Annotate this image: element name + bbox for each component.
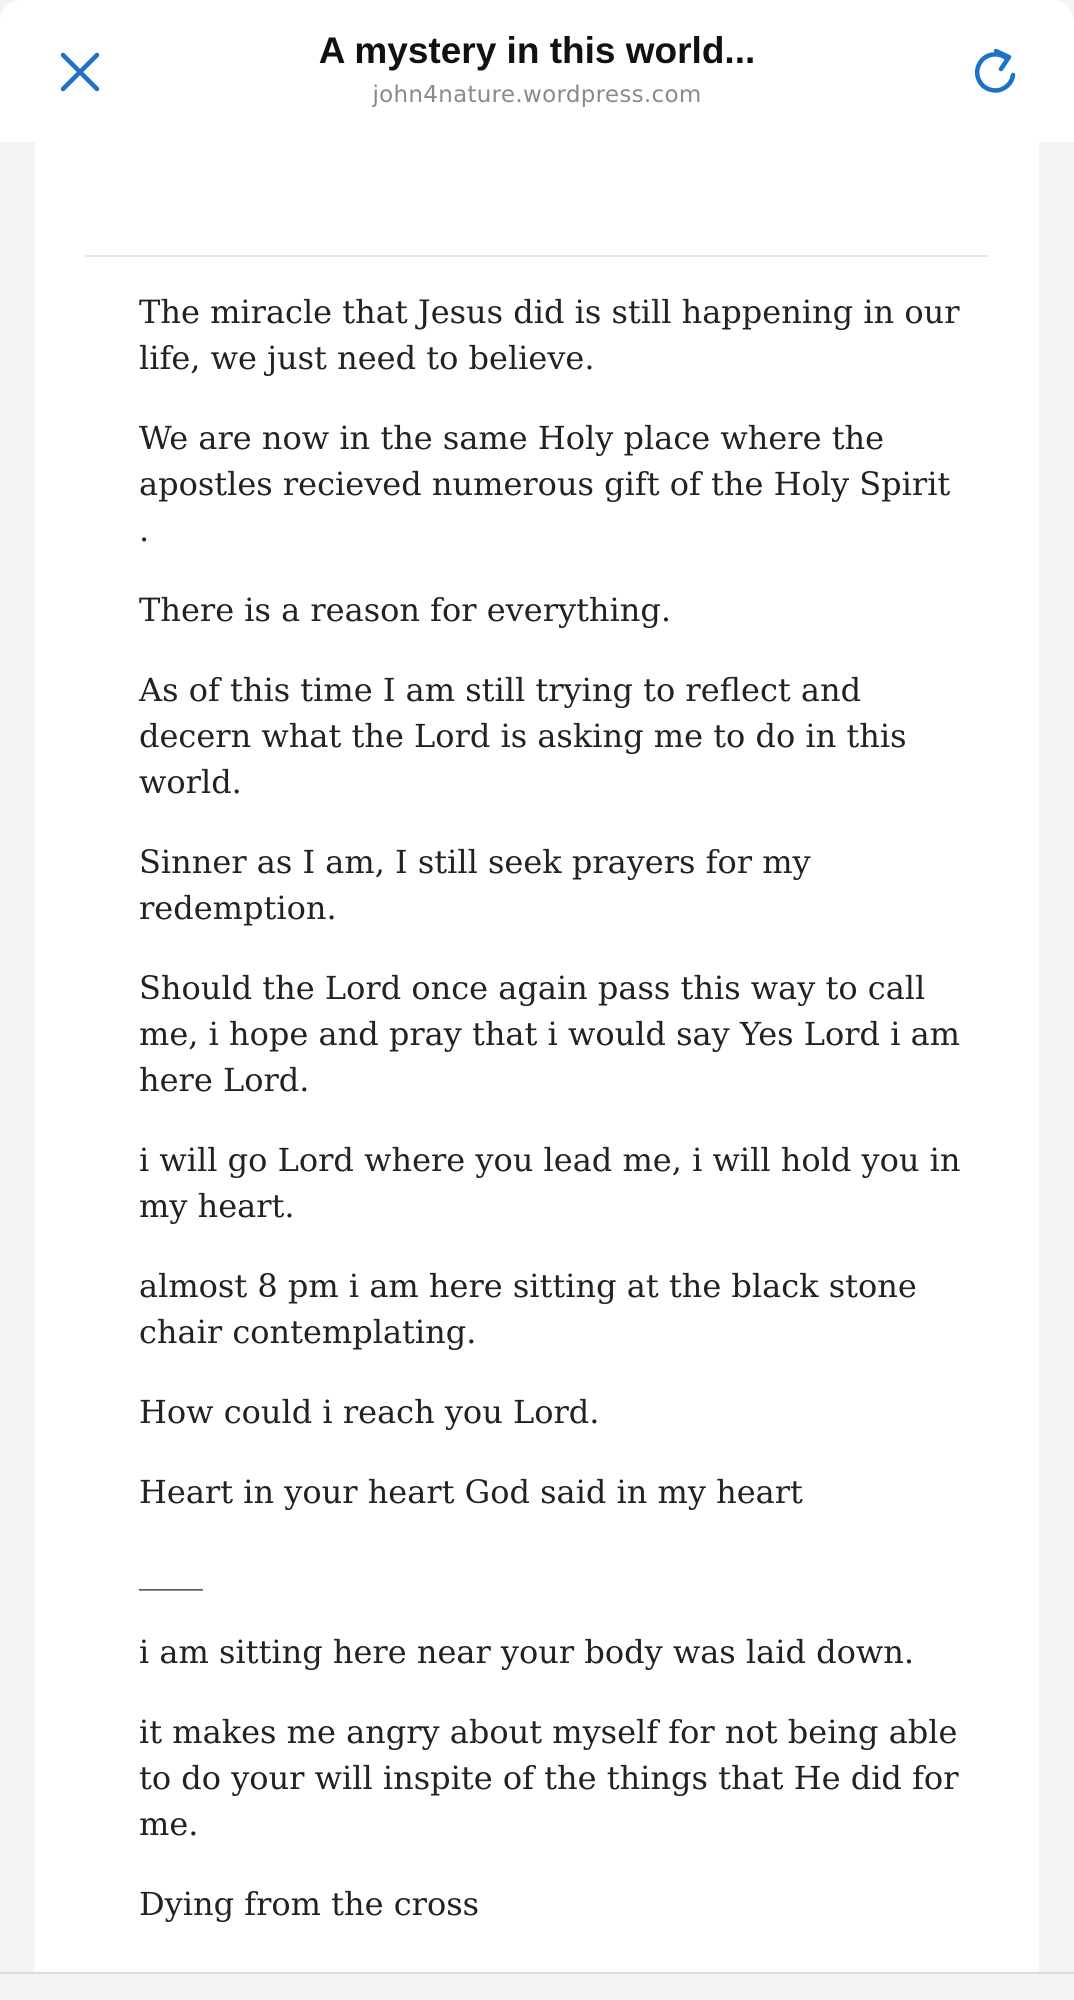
paragraph: How could i reach you Lord. — [139, 1393, 600, 1431]
article-body — [139, 289, 969, 1961]
paragraph: i will go Lord where you lead me, i will hold you in my heart. — [139, 1141, 961, 1225]
paragraph: Dying from the cross — [139, 1885, 480, 1923]
paragraph: it makes me angry about myself for not being able to do your will inspite of the things that He did for me. — [139, 1713, 959, 1843]
paragraph: There is a reason for everything. — [139, 591, 672, 629]
top-bar — [0, 0, 1074, 142]
reload-button[interactable] — [964, 40, 1026, 102]
paragraph: i am sitting here near your body was laid down. — [139, 1633, 915, 1671]
reload-icon — [972, 46, 1018, 96]
bottom-edge — [0, 1972, 1074, 1974]
paragraph: As of this time I am still trying to reflect and decern what the Lord is asking me to do in this world. — [139, 671, 907, 801]
close-icon — [58, 50, 102, 94]
page-title: A mystery in this world... — [318, 30, 756, 71]
paragraph: almost 8 pm i am here sitting at the black stone chair contemplating. — [139, 1267, 917, 1351]
paragraph: We are now in the same Holy place where the apostles recieved numerous gift of the Holy Spirit . — [139, 419, 951, 549]
title-block — [160, 26, 914, 112]
paragraph: Sinner as I am, I still seek prayers for my redemption. — [139, 843, 811, 927]
paragraph: Heart in your heart God said in my heart — [139, 1473, 803, 1511]
paragraph: Should the Lord once again pass this way to call me, i hope and pray that i would say Yes Lord i am here Lord. — [139, 969, 961, 1099]
divider — [85, 255, 989, 257]
close-button[interactable] — [50, 42, 110, 102]
paragraph: The miracle that Jesus did is still happening in our life, we just need to believe. — [139, 293, 960, 377]
content-card — [35, 142, 1039, 1972]
separator-text: ____ — [139, 1553, 203, 1591]
page-domain: john4nature.wordpress.com — [372, 82, 702, 108]
